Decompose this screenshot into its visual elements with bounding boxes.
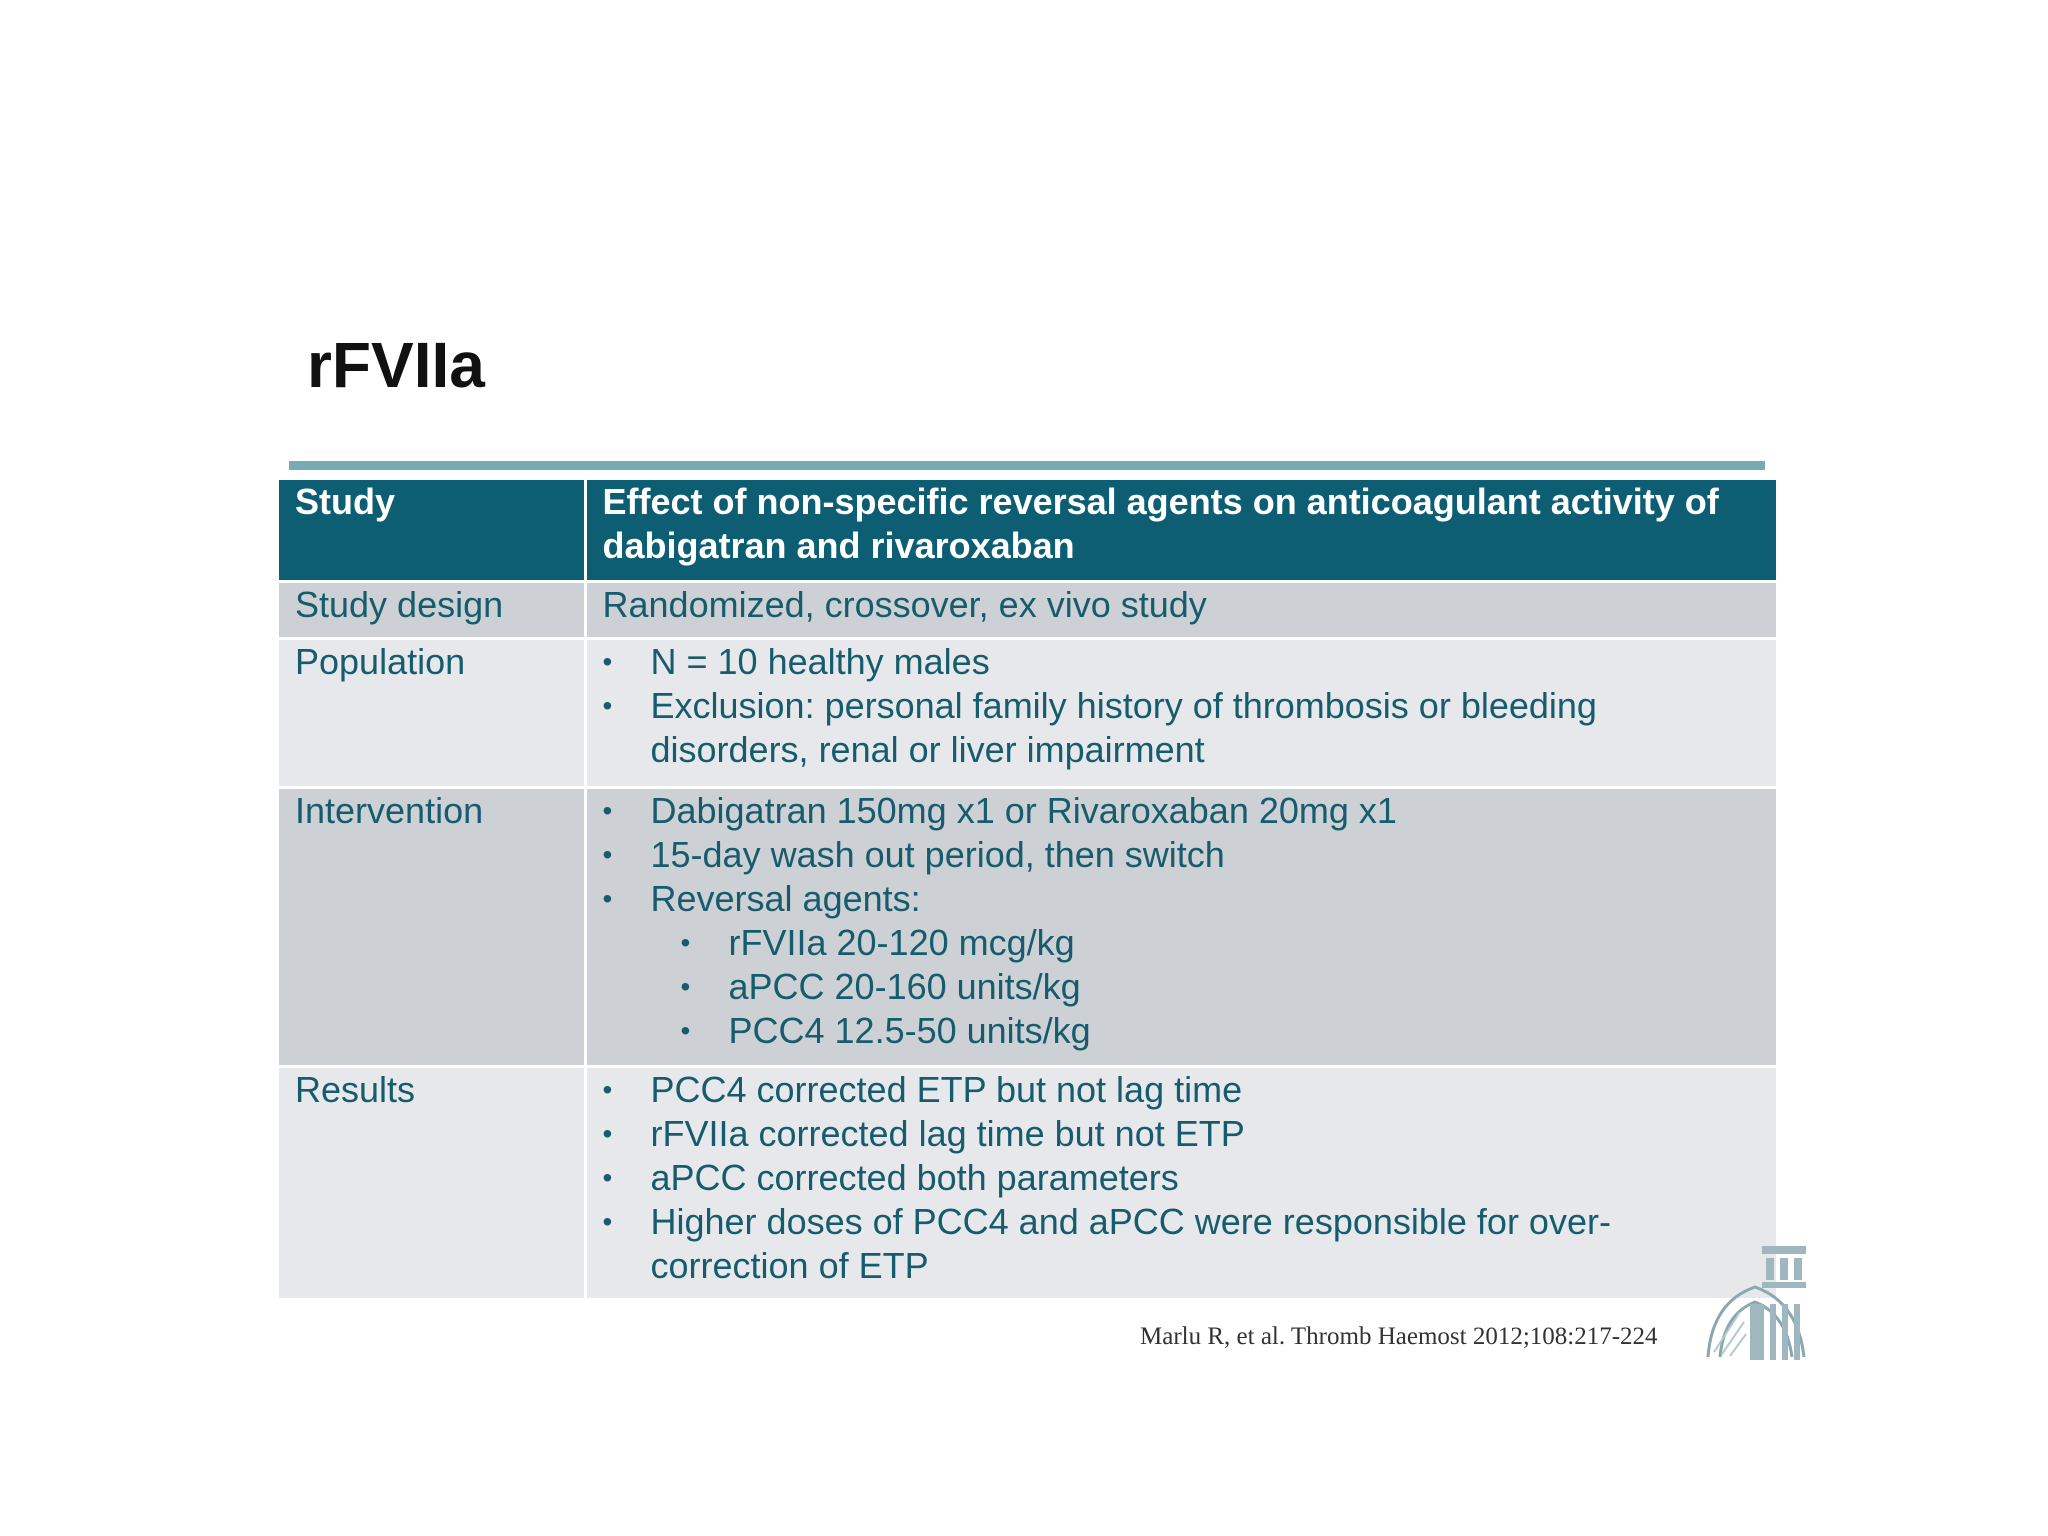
slide-title: rFVIIa — [307, 329, 485, 401]
list-item: • rFVIIa corrected lag time but not ETP — [603, 1112, 1763, 1156]
list-item: • N = 10 healthy males — [603, 640, 1763, 684]
table-row-intervention — [279, 788, 1776, 1067]
population-label: Population — [279, 639, 585, 788]
list-item: • PCC4 corrected ETP but not lag time — [603, 1068, 1763, 1112]
citation-text: Marlu R, et al. Thromb Haemost 2012;108:217-224 — [1140, 1323, 1658, 1350]
results-value — [585, 1067, 1776, 1300]
population-value — [585, 639, 1776, 788]
sub-list-item: • aPCC 20-160 units/kg — [603, 965, 1763, 1009]
intervention-bullet-list — [603, 789, 1763, 921]
population-bullet-list — [603, 640, 1763, 772]
study-design-label: Study design — [279, 582, 585, 639]
list-item: • Dabigatran 150mg x1 or Rivaroxaban 20mg x1 — [603, 789, 1763, 833]
results-label: Results — [279, 1067, 585, 1300]
title-divider — [289, 461, 1765, 470]
university-seal-logo-icon — [1700, 1242, 1810, 1362]
list-item: • aPCC corrected both parameters — [603, 1156, 1763, 1200]
intervention-label: Intervention — [279, 788, 585, 1067]
header-label-cell: Study — [279, 480, 585, 582]
table-row-study-design — [279, 582, 1776, 639]
reversal-agents-sub-list — [603, 921, 1763, 1053]
list-item: • Exclusion: personal family history of thrombosis or bleeding disorders, renal or liver impairment — [603, 684, 1763, 772]
list-item: • Higher doses of PCC4 and aPCC were responsible for over-correction of ETP — [603, 1200, 1763, 1288]
results-bullet-list — [603, 1068, 1763, 1288]
list-item: • 15-day wash out period, then switch — [603, 833, 1763, 877]
header-value-cell: Effect of non-specific reversal agents on anticoagulant activity of dabigatran and rivaroxaban — [585, 480, 1776, 582]
intervention-value — [585, 788, 1776, 1067]
study-design-value: Randomized, crossover, ex vivo study — [585, 582, 1776, 639]
study-summary-table — [279, 480, 1776, 1301]
list-item: • Reversal agents: — [603, 877, 1763, 921]
sub-list-item: • PCC4 12.5-50 units/kg — [603, 1009, 1763, 1053]
table-row-results — [279, 1067, 1776, 1300]
table-row-population — [279, 639, 1776, 788]
table-header-row — [279, 480, 1776, 582]
sub-list-item: • rFVIIa 20-120 mcg/kg — [603, 921, 1763, 965]
